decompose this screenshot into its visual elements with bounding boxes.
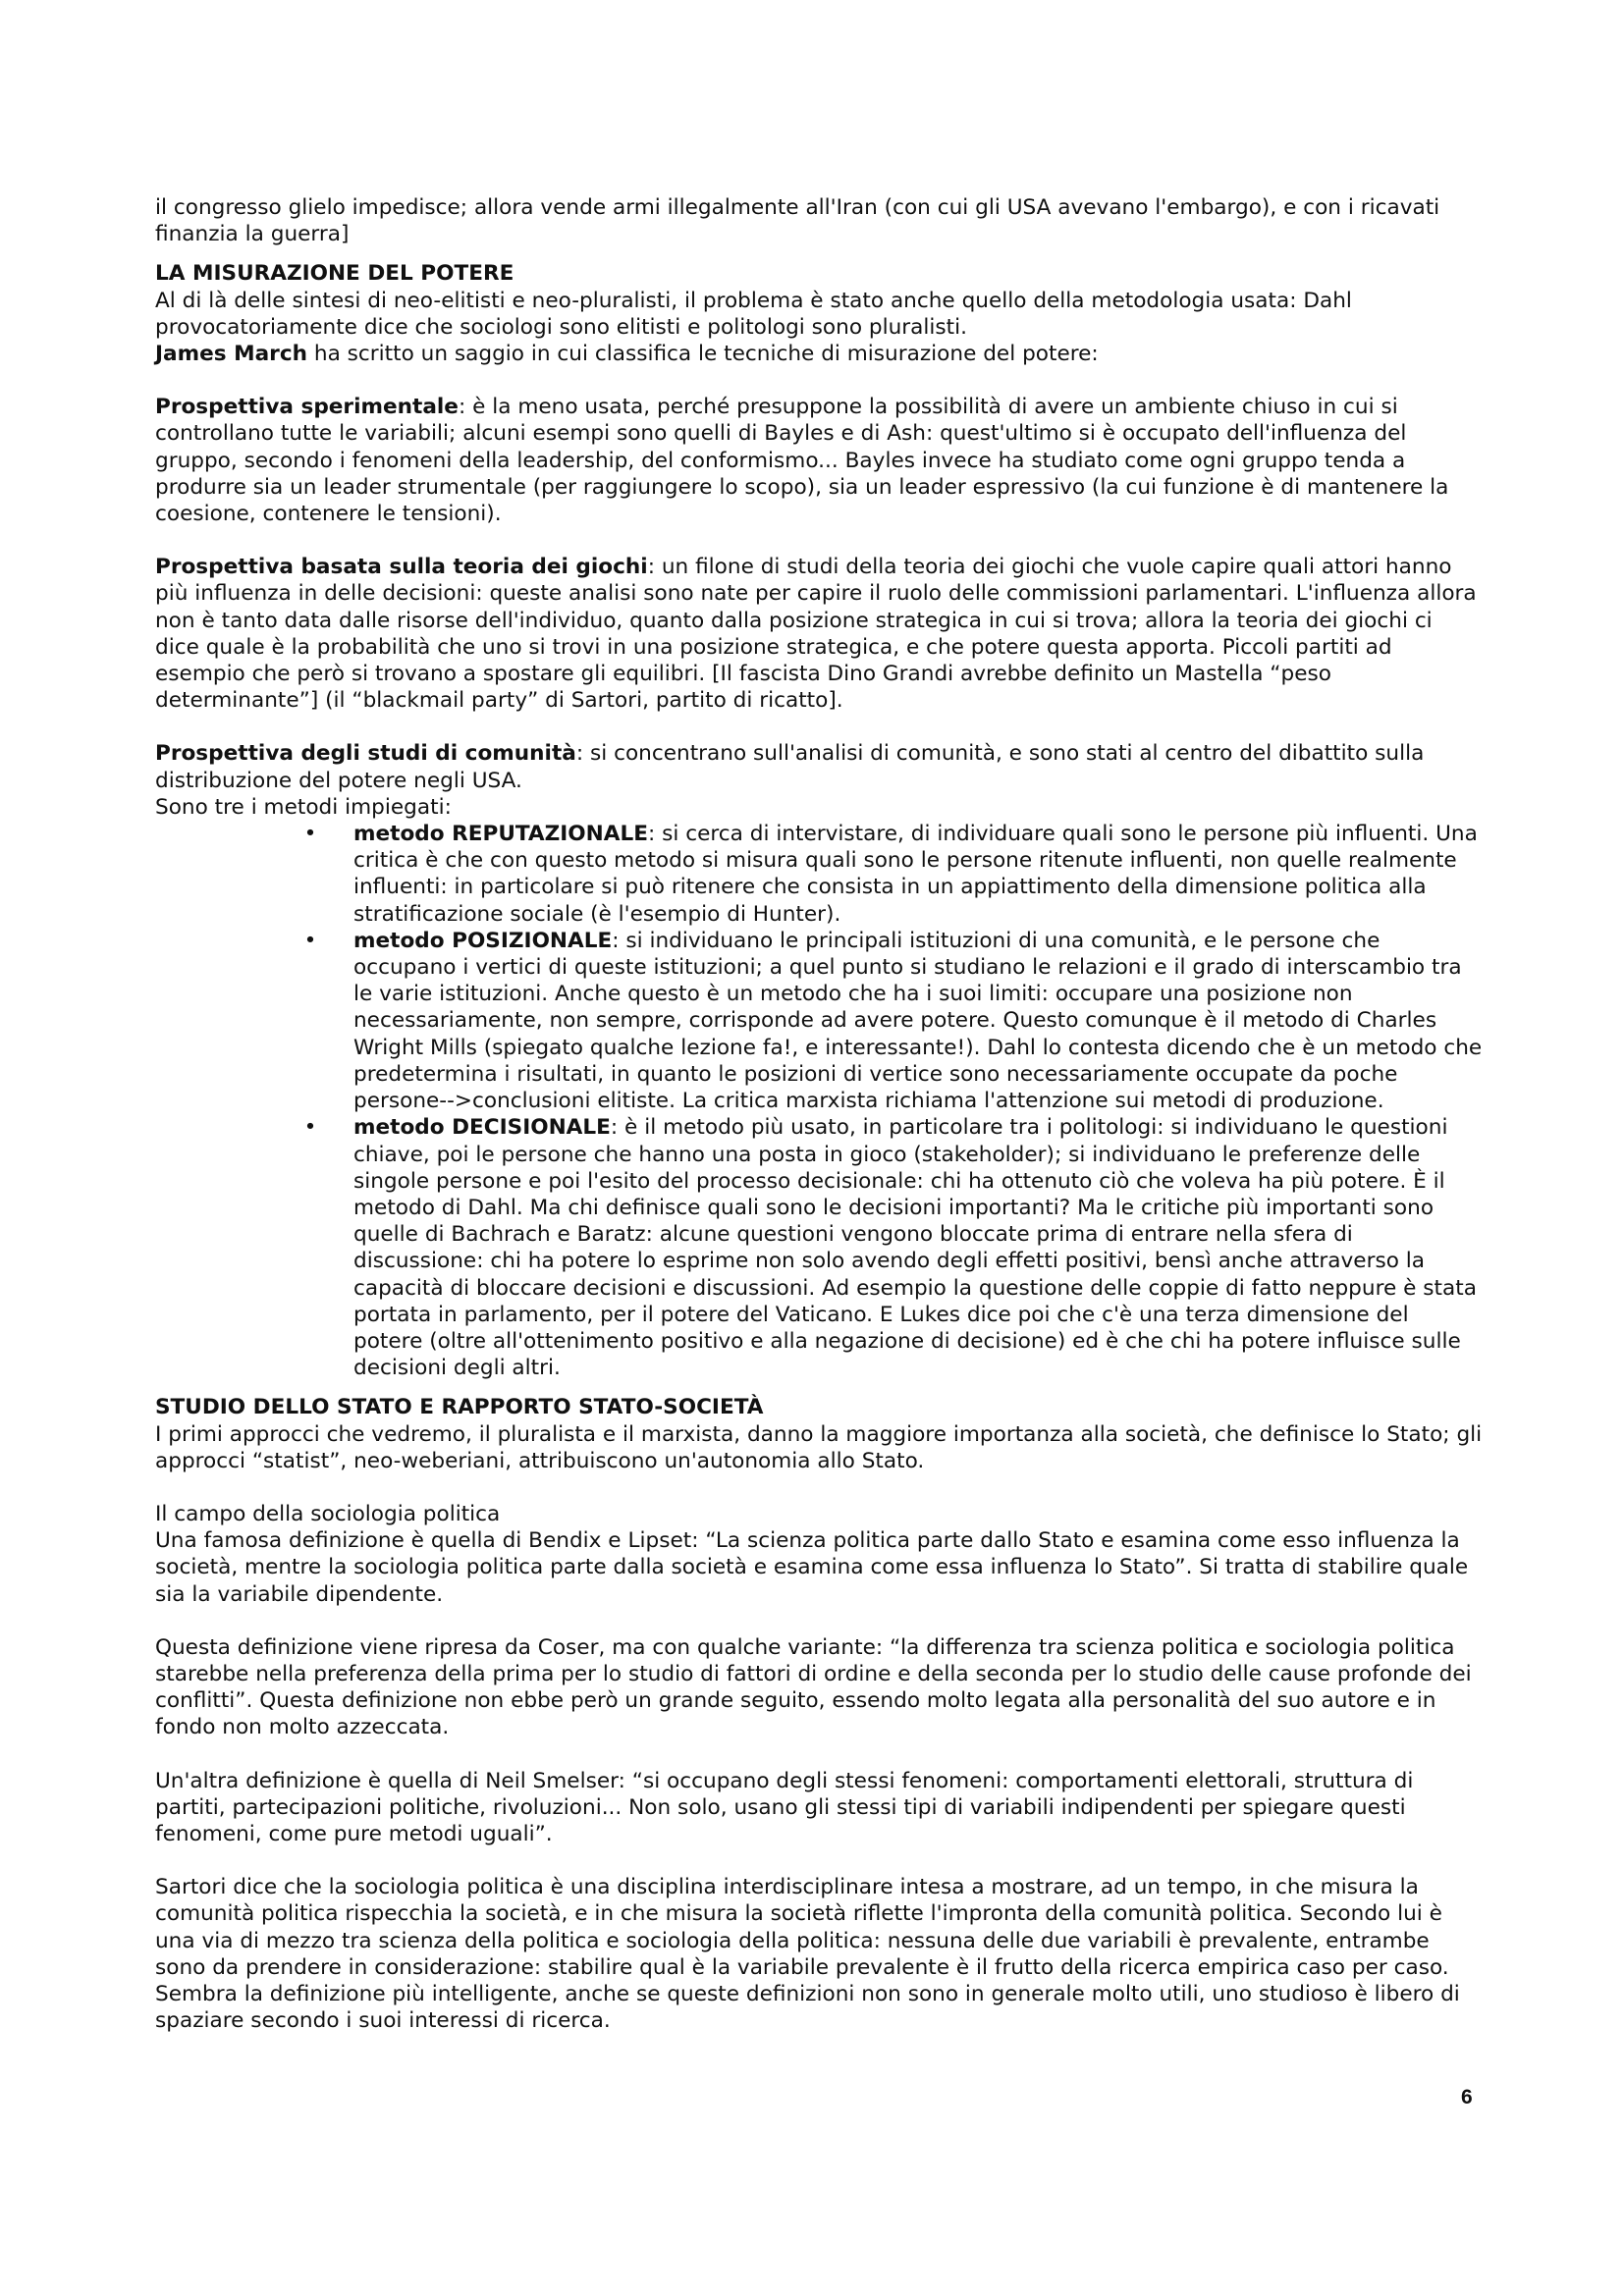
sperimentale-label: Prospettiva sperimentale (155, 395, 459, 420)
giochi-text: : un filone di studi della teoria dei giochi che vuole capire quali attori hanno più influenza in delle decisioni: queste analisi sono nate per capire il ruolo delle commissioni parlamentari. L'influenza allora non è tanto data dalle risorse dell'individuo, quanto dalla posizione strategica in cui si trova; allora la teoria dei giochi ci dice quale è la probabilità che uno si trovi in una posizione strategica, e che potere questa apporta. Piccoli partiti ad esempio che però si trovano a spostare gli equilibri. [Il fascista Dino Grandi avrebbe definito un Mastella “peso determinante”] (il “blackmail party” di Sartori, partito di ricatto]. (155, 555, 1477, 714)
misurazione-paragraph: Al di là delle sintesi di neo-elitisti e neo-pluralisti, il problema è stato anche quello della metodologia usata: Dahl provocatoriamente dice che sociologi sono elitisti e politologi sono pluralisti. (155, 288, 1352, 340)
bullet-icon: • (303, 1115, 317, 1141)
sperimentale-text: : è la meno usata, perché presuppone la possibilità di avere un ambiente chiuso in cui si controllano tutte le variabili; alcuni esempi sono quelli di Bayles e di Ash: quest'ultimo si è occupato dell'influenza del gruppo, secondo i fenomeni della leadership, del conformismo... Bayles invece ha studiato come ogni gruppo tenda a produrre sia un leader strumentale (per raggiungere lo scopo), sia un leader espressivo (la cui funzione è di mantenere la coesione, contenere le tensioni). (155, 395, 1449, 527)
sperimentale-paragraph (155, 394, 1483, 527)
comunita-label: Prospettiva degli studi di comunità (155, 741, 576, 767)
stato-paragraph: I primi approcci che vedremo, il pluralista e il marxista, danno la maggiore importanza alla società, che definisce lo Stato; gli approcci “statist”, neo-weberiani, attribuiscono un'autonomia allo Stato. (155, 1421, 1483, 1473)
march-text: ha scritto un saggio in cui classifica le tecniche di misurazione del potere: (307, 342, 1099, 367)
method-label: metodo REPUTAZIONALE (353, 822, 648, 847)
march-name: James March (155, 342, 308, 367)
method-text: : si cerca di intervistare, di individuare quali sono le persone più influenti. Una critica è che con questo metodo si misura quali sono le persone ritenute influenti, non quelle realmente influenti: in particolare si può ritenere che consista in un appiattimento della dimensione politica alla stratificazione sociale (è l'esempio di Hunter). (353, 822, 1478, 927)
section-heading-misurazione: LA MISURAZIONE DEL POTERE (155, 261, 514, 287)
method-text: : si individuano le principali istituzioni di una comunità, e le persone che occupano i vertici di queste istituzioni; a quel punto si studiano le relazioni e il grado di interscambio tra le varie istituzioni. Anche questo è un metodo che ha i suoi limiti: occupare una posizione non necessariamente, non sempre, corrisponde ad avere potere. Questo comunque è il metodo di Charles Wright Mills (spiegato qualche lezione fa!, e interessante!). Dahl lo contesta dicendo che è un metodo che predetermina i risultati, in quanto le posizioni di vertice sono necessariamente occupate da poche persone-->conclusioni elitiste. La critica marxista richiama l'attenzione sui metodi di produzione. (353, 928, 1483, 1114)
methods-intro: Sono tre i metodi impiegati: (155, 794, 452, 820)
method-text: : è il metodo più usato, in particolare tra i politologi: si individuano le questioni chiave, poi le persone che hanno una posta in gioco (stakeholder); si individuano le preferenze delle singole persone e poi l'esito del processo decisionale: chi ha ottenuto ciò che voleva ha più potere. È il metodo di Dahl. Ma chi definisce quali sono le decisioni importanti? Ma le critiche più importanti sono quelle di Bachrach e Baratz: alcune questioni vengono bloccate prima di entrare nella sfera di discussione: chi ha potere lo esprime non solo avendo degli effetti positivi, bensì anche attraverso la capacità di bloccare decisioni e discussioni. Ad esempio la questione delle coppie di fatto neppure è stata portata in parlamento, per il potere del Vaticano. E Lukes dice poi che c'è una terza dimensione del potere (oltre all'ottenimento positivo e alla negazione di decisione) ed è che chi ha potere influisce sulle decisioni degli altri. (353, 1115, 1477, 1381)
subheading-sociologia: Il campo della sociologia politica (155, 1501, 501, 1526)
list-item (303, 1114, 1483, 1381)
sartori-paragraph: Sartori dice che la sociologia politica è una disciplina interdisciplinare intesa a mostrare, ad un tempo, in che misura la comunità politica rispecchia la società, e in che misura la società riflette l'impronta della comunità politica. Secondo lui è una via di mezzo tra scienza della politica e sociologia della politica: nessuna delle due variabili è prevalente, entrambe sono da prendere in considerazione: stabilire qual è la variabile prevalente è il frutto della ricerca empirica caso per caso. Sembra la definizione più intelligente, anche se queste definizioni non sono in generale molto utili, uno studioso è libero di spaziare secondo i suoi interessi di ricerca. (155, 1875, 1460, 2034)
march-paragraph (155, 341, 1483, 367)
method-label: metodo DECISIONALE (353, 1115, 611, 1141)
document-page (155, 194, 1483, 2034)
giochi-label: Prospettiva basata sulla teoria dei giochi (155, 555, 648, 580)
comunita-text: : si concentrano sull'analisi di comunità, e sono stati al centro del dibattito sulla distribuzione del potere negli USA. (155, 741, 1425, 793)
list-item (303, 821, 1483, 928)
bendix-lipset-paragraph: Una famosa definizione è quella di Bendix e Lipset: “La scienza politica parte dallo Stato e esamina come esso influenza la società, mentre la sociologia politica parte dalla società e esamina come essa influenza lo Stato”. Si tratta di stabilire quale sia la variabile dipendente. (155, 1528, 1469, 1607)
comunita-paragraph (155, 740, 1483, 793)
section-heading-stato: STUDIO DELLO STATO E RAPPORTO STATO-SOCIETÀ (155, 1395, 764, 1420)
methods-list (155, 821, 1483, 1381)
list-item (303, 928, 1483, 1114)
smelser-paragraph: Un'altra definizione è quella di Neil Smelser: “si occupano degli stessi fenomeni: comportamenti elettorali, struttura di partiti, partecipazioni politiche, rivoluzioni... Non solo, usano gli stessi tipi di variabili indipendenti per spiegare questi fenomeni, come pure metodi uguali”. (155, 1768, 1414, 1846)
bullet-icon: • (303, 822, 317, 847)
giochi-paragraph (155, 554, 1483, 714)
coser-paragraph: Questa definizione viene ripresa da Coser, ma con qualche variante: “la differenza tra scienza politica e sociologia politica starebbe nella preferenza della prima per lo studio di fattori di ordine e della seconda per lo studio delle cause profonde dei conflitti”. Questa definizione non ebbe però un grande seguito, essendo molto legata alla personalità del suo autore e in fondo non molto azzeccata. (155, 1634, 1472, 1740)
bullet-icon: • (303, 928, 317, 953)
intro-paragraph: il congresso glielo impedisce; allora vende armi illegalmente all'Iran (con cui gli USA avevano l'embargo), e con i ricavati finanzia la guerra] (155, 195, 1440, 247)
page-number: 6 (1461, 2086, 1473, 2109)
method-label: metodo POSIZIONALE (353, 928, 613, 953)
